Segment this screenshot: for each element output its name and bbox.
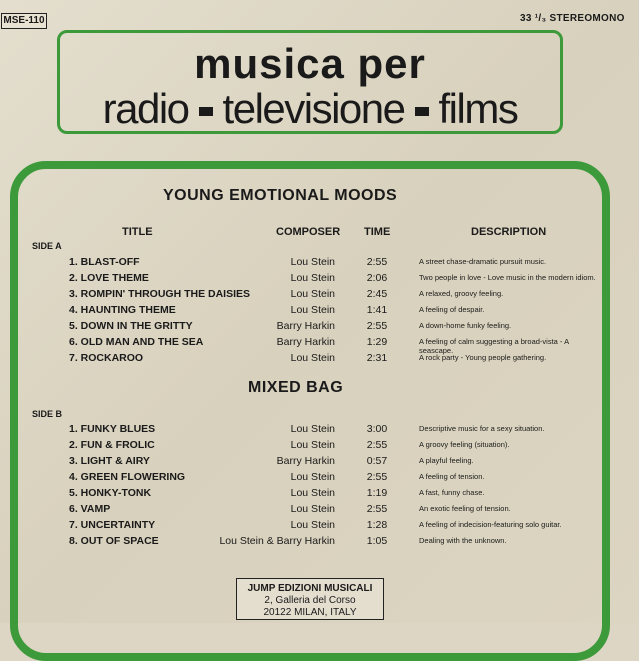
track-composer: Lou Stein & Barry Harkin bbox=[219, 535, 335, 547]
track-title: 6. OLD MAN AND THE SEA bbox=[69, 336, 204, 348]
track-description: A feeling of calm suggesting a broad-vista - A seascape. bbox=[419, 337, 569, 355]
track-composer: Lou Stein bbox=[290, 487, 335, 499]
track-description: A fast, funny chase. bbox=[419, 488, 485, 497]
track-description: A feeling of indecision-featuring solo guitar. bbox=[419, 520, 562, 529]
track-title: 5. DOWN IN THE GRITTY bbox=[69, 320, 193, 332]
track-time: 1:41 bbox=[366, 304, 388, 316]
catalog-number: MSE-110 bbox=[1, 13, 47, 29]
banner-word-televisione: televisione bbox=[222, 85, 405, 132]
track-description: A rock party - Young people gathering. bbox=[419, 353, 547, 362]
track-description: A feeling of tension. bbox=[419, 472, 485, 481]
track-time: 0:57 bbox=[366, 455, 388, 467]
track-time: 1:29 bbox=[366, 336, 388, 348]
track-description: A street chase-dramatic pursuit music. bbox=[419, 257, 547, 266]
track-title: 1. FUNKY BLUES bbox=[69, 423, 156, 435]
track-composer: Barry Harkin bbox=[276, 320, 335, 332]
track-title: 1. BLAST-OFF bbox=[69, 256, 140, 268]
track-title: 7. UNCERTAINTY bbox=[69, 519, 156, 531]
track-title: 8. OUT OF SPACE bbox=[69, 535, 159, 547]
track-composer: Lou Stein bbox=[290, 439, 335, 451]
track-composer: Lou Stein bbox=[290, 423, 335, 435]
track-time: 2:55 bbox=[366, 256, 388, 268]
side-b-label: SIDE B bbox=[32, 409, 63, 419]
track-composer: Lou Stein bbox=[290, 272, 335, 284]
track-description: Two people in love - Love music in the modern idiom. bbox=[419, 273, 596, 282]
column-header-title: TITLE bbox=[122, 226, 153, 238]
track-description: An exotic feeling of tension. bbox=[419, 504, 511, 513]
track-composer: Barry Harkin bbox=[276, 455, 335, 467]
track-composer: Lou Stein bbox=[290, 352, 335, 364]
album1-title: YOUNG EMOTIONAL MOODS bbox=[163, 187, 398, 204]
track-description: A playful feeling. bbox=[419, 456, 474, 465]
side-a-label: SIDE A bbox=[32, 241, 62, 251]
track-description: A feeling of despair. bbox=[419, 305, 485, 314]
publisher-address-line2: 20122 MILAN, ITALY bbox=[263, 607, 357, 618]
publisher-name: JUMP EDIZIONI MUSICALI bbox=[247, 583, 373, 594]
track-composer: Lou Stein bbox=[290, 519, 335, 531]
track-description: Descriptive music for a sexy situation. bbox=[419, 424, 545, 433]
track-time: 2:55 bbox=[366, 503, 388, 515]
publisher-box bbox=[236, 578, 384, 620]
banner-word-films: films bbox=[438, 85, 518, 132]
track-time: 1:28 bbox=[366, 519, 388, 531]
track-composer: Lou Stein bbox=[290, 503, 335, 515]
track-description: A relaxed, groovy feeling. bbox=[419, 289, 504, 298]
track-time: 2:55 bbox=[366, 439, 388, 451]
track-title: 4. HAUNTING THEME bbox=[69, 304, 176, 316]
track-time: 1:19 bbox=[366, 487, 388, 499]
banner-line2 bbox=[60, 85, 560, 132]
track-time: 2:55 bbox=[366, 471, 388, 483]
square-bullet-icon bbox=[199, 107, 213, 116]
column-header-description: DESCRIPTION bbox=[471, 226, 547, 238]
track-description: Dealing with the unknown. bbox=[419, 536, 507, 545]
track-time: 3:00 bbox=[366, 423, 388, 435]
track-title: 4. GREEN FLOWERING bbox=[69, 471, 186, 483]
square-bullet-icon bbox=[415, 107, 429, 116]
track-title: 3. ROMPIN' THROUGH THE DAISIES bbox=[69, 288, 251, 300]
track-time: 2:31 bbox=[366, 352, 388, 364]
track-title: 2. LOVE THEME bbox=[69, 272, 149, 284]
track-title: 7. ROCKAROO bbox=[69, 352, 144, 364]
track-composer: Lou Stein bbox=[290, 288, 335, 300]
column-header-composer: COMPOSER bbox=[276, 226, 341, 238]
banner-word-radio: radio bbox=[102, 85, 189, 132]
speed-format-label: 33 ¹/₃ STEREOMONO bbox=[520, 13, 625, 24]
track-title: 2. FUN & FROLIC bbox=[69, 439, 155, 451]
series-banner bbox=[57, 30, 563, 134]
track-description: A down-home funky feeling. bbox=[419, 321, 512, 330]
track-title: 5. HONKY-TONK bbox=[69, 487, 152, 499]
track-composer: Lou Stein bbox=[290, 471, 335, 483]
track-composer: Barry Harkin bbox=[276, 336, 335, 348]
track-composer: Lou Stein bbox=[290, 256, 335, 268]
track-title: 6. VAMP bbox=[69, 503, 111, 515]
track-composer: Lou Stein bbox=[290, 304, 335, 316]
column-header-time: TIME bbox=[364, 226, 391, 238]
track-time: 2:55 bbox=[366, 320, 388, 332]
banner-line1: musica per bbox=[194, 40, 426, 87]
publisher-address-line1: 2, Galleria del Corso bbox=[264, 595, 356, 606]
track-time: 2:06 bbox=[366, 272, 388, 284]
track-time: 2:45 bbox=[366, 288, 388, 300]
track-description: A groovy feeling (situation). bbox=[419, 440, 510, 449]
track-time: 1:05 bbox=[366, 535, 388, 547]
track-title: 3. LIGHT & AIRY bbox=[69, 455, 150, 467]
album2-title: MIXED BAG bbox=[248, 379, 344, 396]
